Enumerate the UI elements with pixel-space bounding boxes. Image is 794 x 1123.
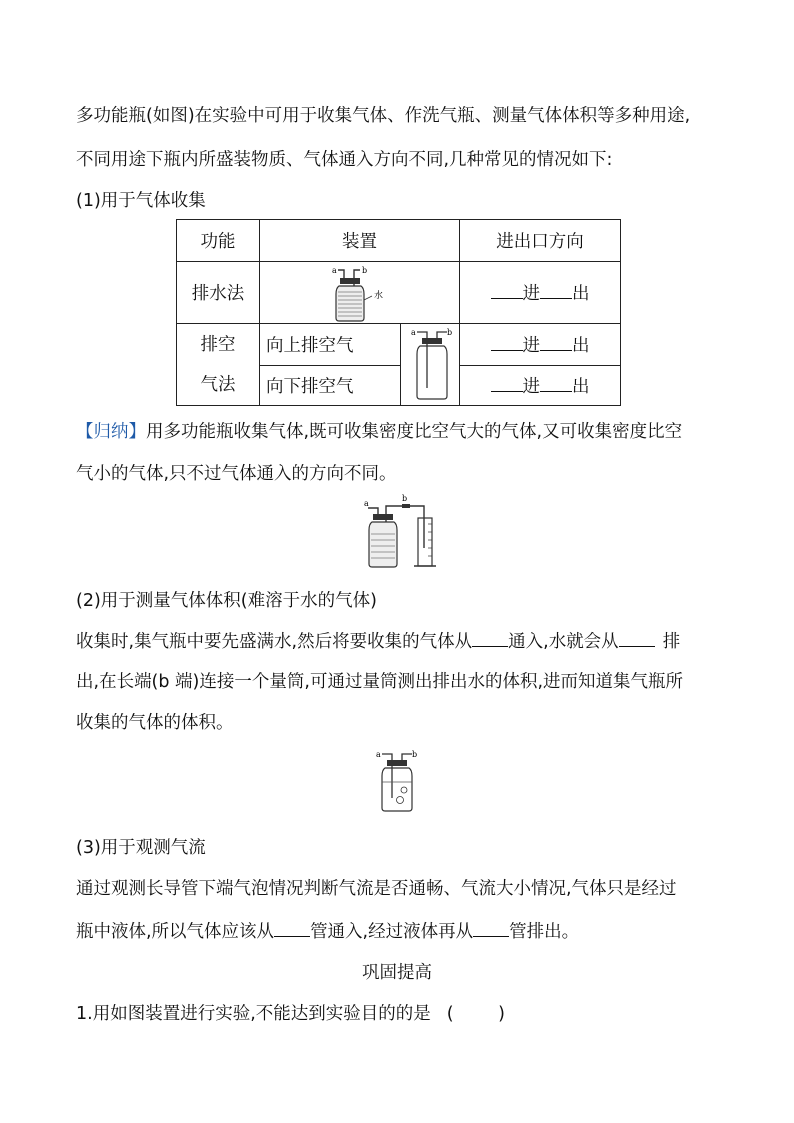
section2-title: (2)用于测量气体体积(难溶于水的气体) — [76, 591, 377, 611]
section3-line-2: 瓶中液体,所以气体应该从 管通入,经过液体再从 管排出。 — [76, 918, 579, 944]
svg-text:b: b — [412, 750, 418, 759]
section2-line-3: 收集的气体的体积。 — [76, 713, 234, 733]
water-bottle-icon — [330, 264, 410, 324]
blank[interactable] — [491, 332, 523, 351]
collection-table — [176, 219, 621, 406]
section2-line-2: 出,在长端(b 端)连接一个量筒,可通过量筒测出排出水的体积,进而知道集气瓶所 — [76, 672, 684, 692]
blank[interactable] — [540, 373, 572, 392]
header-function: 功能 — [177, 220, 260, 262]
section-heading: 巩固提高 — [362, 963, 432, 983]
blank[interactable] — [491, 373, 523, 392]
section3-line-1: 通过观测长导管下端气泡情况判断气流是否通畅、气流大小情况,气体只是经过 — [76, 879, 677, 899]
water-direction-cell: 进 出 — [460, 262, 621, 324]
question-1: 1.用如图装置进行实验,不能达到实验目的的是 ( ) — [76, 1004, 505, 1024]
summary-line-1: 【归纳】用多功能瓶收集气体,既可收集密度比空气大的气体,又可收集密度比空 — [76, 422, 683, 442]
method-downward: 向下排空气 — [260, 366, 401, 406]
blank[interactable] — [472, 628, 508, 647]
blank[interactable] — [491, 280, 523, 299]
blank[interactable] — [274, 918, 310, 937]
svg-text:b: b — [362, 266, 368, 275]
air-bottle-icon — [409, 326, 457, 402]
measuring-apparatus-icon — [362, 492, 444, 570]
flow-bottle-icon — [374, 748, 422, 814]
intro-line-2: 不同用途下瓶内所盛装物质、气体通入方向不同,几种常见的情况如下: — [76, 150, 613, 170]
svg-text:b: b — [447, 328, 453, 337]
svg-text:a: a — [364, 499, 369, 508]
row-air-method: 排空 气法 — [177, 324, 260, 406]
svg-text:a: a — [376, 750, 381, 759]
blank[interactable] — [619, 628, 655, 647]
downward-direction-cell: 进 出 — [460, 366, 621, 406]
header-device: 装置 — [260, 220, 460, 262]
intro-line-1: 多功能瓶(如图)在实验中可用于收集气体、作洗气瓶、测量气体体积等多种用途, — [76, 106, 691, 126]
blank[interactable] — [473, 918, 509, 937]
water-bottle-cell — [260, 262, 460, 324]
svg-text:a: a — [332, 266, 337, 275]
svg-text:b: b — [402, 494, 408, 503]
air-bottle-cell — [401, 324, 460, 406]
blank[interactable] — [540, 332, 572, 351]
method-upward: 向上排空气 — [260, 324, 401, 366]
section3-title: (3)用于观测气流 — [76, 838, 206, 858]
svg-text:水: 水 — [374, 291, 384, 301]
upward-direction-cell: 进 出 — [460, 324, 621, 366]
section1-title: (1)用于气体收集 — [76, 191, 206, 211]
summary-line-2: 气小的气体,只不过气体通入的方向不同。 — [76, 464, 397, 484]
header-direction: 进出口方向 — [460, 220, 621, 262]
blank[interactable] — [540, 280, 572, 299]
row-water-method: 排水法 — [177, 262, 260, 324]
section2-line-1: 收集时,集气瓶中要先盛满水,然后将要收集的气体从 通入,水就会从 排 — [76, 628, 680, 654]
svg-text:a: a — [411, 328, 416, 337]
